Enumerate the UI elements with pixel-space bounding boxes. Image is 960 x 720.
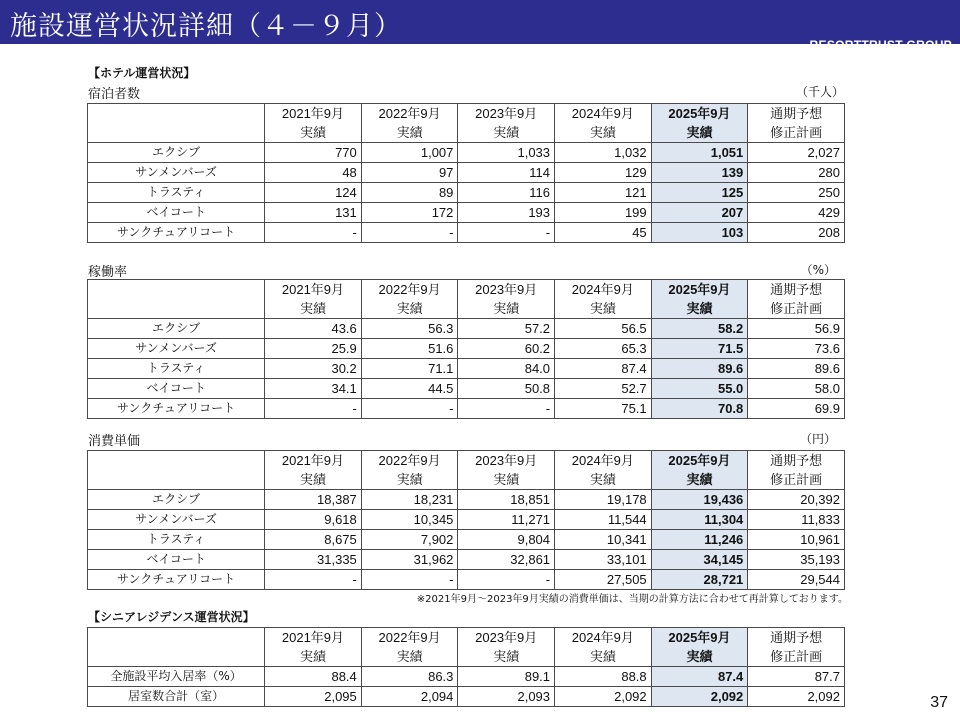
header-year-cell: 2025年9月 [651, 451, 748, 471]
header-row-years [88, 280, 845, 300]
header-corner [88, 280, 265, 300]
row-label: サンクチュアリコート [88, 223, 265, 243]
value-cell: 89 [361, 183, 458, 203]
table-row [88, 379, 845, 399]
header-year-cell: 2023年9月 [458, 104, 555, 124]
header-year-cell: 2024年9月 [555, 280, 652, 300]
value-cell: 11,304 [651, 510, 748, 530]
header-type-cell: 実績 [651, 470, 748, 490]
value-cell: 89.6 [651, 359, 748, 379]
header-type-cell: 修正計画 [748, 470, 845, 490]
header-corner [88, 299, 265, 319]
header-type-cell: 実績 [361, 647, 458, 667]
header-year-cell: 通期予想 [748, 104, 845, 124]
row-label: エクシブ [88, 319, 265, 339]
value-cell: 18,231 [361, 490, 458, 510]
table-row [88, 163, 845, 183]
value-cell: 1,032 [555, 143, 652, 163]
value-cell: 87.4 [555, 359, 652, 379]
value-cell: 19,436 [651, 490, 748, 510]
spending-label: 消費単価 [88, 434, 141, 449]
value-cell: 60.2 [458, 339, 555, 359]
value-cell: 44.5 [361, 379, 458, 399]
row-label: エクシブ [88, 143, 265, 163]
value-cell: 8,675 [265, 530, 362, 550]
value-cell: 114 [458, 163, 555, 183]
occupancy-label: 稼働率 [88, 265, 128, 280]
value-cell: 2,092 [651, 687, 748, 707]
value-cell: 55.0 [651, 379, 748, 399]
value-cell: 125 [651, 183, 748, 203]
header-type-cell: 修正計画 [748, 123, 845, 143]
value-cell: - [361, 223, 458, 243]
value-cell: 2,093 [458, 687, 555, 707]
row-label: 全施設平均入居率（%） [88, 667, 265, 687]
table-row [88, 510, 845, 530]
value-cell: 770 [265, 143, 362, 163]
value-cell: 51.6 [361, 339, 458, 359]
value-cell: - [361, 399, 458, 419]
value-cell: 70.8 [651, 399, 748, 419]
row-label: サンメンバーズ [88, 163, 265, 183]
header-corner [88, 451, 265, 471]
value-cell: 52.7 [555, 379, 652, 399]
row-label: トラスティ [88, 183, 265, 203]
value-cell: 116 [458, 183, 555, 203]
value-cell: 88.8 [555, 667, 652, 687]
header-year-cell: 2024年9月 [555, 451, 652, 471]
value-cell: 1,033 [458, 143, 555, 163]
value-cell: - [265, 570, 362, 590]
value-cell: 2,095 [265, 687, 362, 707]
value-cell: 58.2 [651, 319, 748, 339]
value-cell: 50.8 [458, 379, 555, 399]
senior-section-heading: 【シニアレジデンス運営状況】 [88, 610, 255, 624]
header-year-cell: 2023年9月 [458, 280, 555, 300]
value-cell: 30.2 [265, 359, 362, 379]
row-label: ベイコート [88, 203, 265, 223]
table-row [88, 183, 845, 203]
value-cell: 31,962 [361, 550, 458, 570]
value-cell: 56.3 [361, 319, 458, 339]
page-number: 37 [930, 694, 948, 711]
header-year-cell: 2021年9月 [265, 280, 362, 300]
value-cell: 84.0 [458, 359, 555, 379]
value-cell: 18,387 [265, 490, 362, 510]
header-type-cell: 実績 [651, 299, 748, 319]
row-label: トラスティ [88, 530, 265, 550]
spending-unit: （円） [799, 432, 836, 446]
value-cell: 193 [458, 203, 555, 223]
value-cell: 43.6 [265, 319, 362, 339]
header-year-cell: 2022年9月 [361, 104, 458, 124]
value-cell: 7,902 [361, 530, 458, 550]
value-cell: 45 [555, 223, 652, 243]
value-cell: 103 [651, 223, 748, 243]
header-type-cell: 実績 [651, 123, 748, 143]
header-type-cell: 実績 [361, 299, 458, 319]
value-cell: 34.1 [265, 379, 362, 399]
header-year-cell: 2025年9月 [651, 628, 748, 648]
value-cell: 31,335 [265, 550, 362, 570]
value-cell: - [458, 570, 555, 590]
value-cell: 71.5 [651, 339, 748, 359]
header-row-years [88, 451, 845, 471]
header-year-cell: 2021年9月 [265, 451, 362, 471]
value-cell: 27,505 [555, 570, 652, 590]
header-type-cell: 修正計画 [748, 647, 845, 667]
value-cell: 121 [555, 183, 652, 203]
value-cell: 208 [748, 223, 845, 243]
value-cell: 65.3 [555, 339, 652, 359]
value-cell: 129 [555, 163, 652, 183]
value-cell: 1,007 [361, 143, 458, 163]
value-cell: 57.2 [458, 319, 555, 339]
guests-table [87, 103, 845, 243]
value-cell: 34,145 [651, 550, 748, 570]
value-cell: 2,027 [748, 143, 845, 163]
table-row [88, 530, 845, 550]
header-year-cell: 2024年9月 [555, 628, 652, 648]
row-label: トラスティ [88, 359, 265, 379]
table-row [88, 570, 845, 590]
guests-unit: （千人） [795, 85, 844, 99]
value-cell: 2,092 [748, 687, 845, 707]
row-label: サンクチュアリコート [88, 570, 265, 590]
value-cell: 10,341 [555, 530, 652, 550]
value-cell: 1,051 [651, 143, 748, 163]
value-cell: 25.9 [265, 339, 362, 359]
spending-table [87, 450, 845, 590]
value-cell: - [361, 570, 458, 590]
value-cell: 87.7 [748, 667, 845, 687]
value-cell: 124 [265, 183, 362, 203]
table-row [88, 359, 845, 379]
value-cell: 11,544 [555, 510, 652, 530]
header-corner [88, 470, 265, 490]
value-cell: 89.1 [458, 667, 555, 687]
value-cell: 33,101 [555, 550, 652, 570]
header-row-years [88, 104, 845, 124]
header-type-cell: 実績 [265, 470, 362, 490]
value-cell: 87.4 [651, 667, 748, 687]
value-cell: 2,092 [555, 687, 652, 707]
header-type-cell: 実績 [555, 123, 652, 143]
value-cell: - [458, 399, 555, 419]
header-type-cell: 実績 [265, 647, 362, 667]
row-label: ベイコート [88, 379, 265, 399]
header-type-cell: 実績 [265, 299, 362, 319]
header-type-cell: 実績 [458, 647, 555, 667]
row-label: 居室数合計（室） [88, 687, 265, 707]
value-cell: 56.5 [555, 319, 652, 339]
header-type-cell: 実績 [458, 299, 555, 319]
header-row-years [88, 628, 845, 648]
value-cell: 58.0 [748, 379, 845, 399]
header-year-cell: 通期予想 [748, 628, 845, 648]
header-year-cell: 2022年9月 [361, 451, 458, 471]
header-year-cell: 通期予想 [748, 451, 845, 471]
header-type-cell: 実績 [651, 647, 748, 667]
header-type-cell: 修正計画 [748, 299, 845, 319]
header-corner [88, 628, 265, 648]
value-cell: 429 [748, 203, 845, 223]
value-cell: 35,193 [748, 550, 845, 570]
value-cell: - [265, 399, 362, 419]
header-row-type [88, 647, 845, 667]
table-row [88, 319, 845, 339]
value-cell: 20,392 [748, 490, 845, 510]
header-type-cell: 実績 [555, 299, 652, 319]
value-cell: 2,094 [361, 687, 458, 707]
table-row [88, 223, 845, 243]
header-year-cell: 2025年9月 [651, 280, 748, 300]
header-type-cell: 実績 [555, 647, 652, 667]
header-year-cell: 2023年9月 [458, 628, 555, 648]
value-cell: 207 [651, 203, 748, 223]
value-cell: 18,851 [458, 490, 555, 510]
table-row [88, 687, 845, 707]
value-cell: 73.6 [748, 339, 845, 359]
value-cell: 89.6 [748, 359, 845, 379]
header-year-cell: 2025年9月 [651, 104, 748, 124]
value-cell: - [265, 223, 362, 243]
header-year-cell: 2022年9月 [361, 280, 458, 300]
table-row [88, 339, 845, 359]
header-year-cell: 2023年9月 [458, 451, 555, 471]
value-cell: 48 [265, 163, 362, 183]
value-cell: 10,345 [361, 510, 458, 530]
recalculation-note: ※2021年9月～2023年9月実績の消費単価は、当期の計算方法に合わせて再計算しております。 [416, 594, 848, 605]
header-corner [88, 123, 265, 143]
header-row-type [88, 299, 845, 319]
value-cell: 11,271 [458, 510, 555, 530]
brand-logo-text: RESORTTRUST GROUP [809, 38, 952, 52]
header-corner [88, 104, 265, 124]
header-year-cell: 2021年9月 [265, 104, 362, 124]
value-cell: - [458, 223, 555, 243]
value-cell: 97 [361, 163, 458, 183]
row-label: サンクチュアリコート [88, 399, 265, 419]
occupancy-table [87, 279, 845, 419]
value-cell: 280 [748, 163, 845, 183]
header-year-cell: 2021年9月 [265, 628, 362, 648]
value-cell: 250 [748, 183, 845, 203]
hotel-section-heading: 【ホテル運営状況】 [88, 66, 196, 80]
table-row [88, 203, 845, 223]
value-cell: 69.9 [748, 399, 845, 419]
value-cell: 32,861 [458, 550, 555, 570]
senior-table [87, 627, 845, 707]
header-type-cell: 実績 [555, 470, 652, 490]
value-cell: 19,178 [555, 490, 652, 510]
table-row [88, 143, 845, 163]
value-cell: 75.1 [555, 399, 652, 419]
occupancy-unit: （%） [800, 263, 836, 277]
table-row [88, 667, 845, 687]
value-cell: 11,246 [651, 530, 748, 550]
table-row [88, 490, 845, 510]
page-title: 施設運営状況詳細（４－９月） [10, 11, 402, 42]
guests-label: 宿泊者数 [88, 87, 141, 102]
header-type-cell: 実績 [361, 123, 458, 143]
value-cell: 56.9 [748, 319, 845, 339]
value-cell: 28,721 [651, 570, 748, 590]
value-cell: 88.4 [265, 667, 362, 687]
value-cell: 71.1 [361, 359, 458, 379]
header-type-cell: 実績 [265, 123, 362, 143]
header-year-cell: 2022年9月 [361, 628, 458, 648]
header-type-cell: 実績 [458, 470, 555, 490]
value-cell: 11,833 [748, 510, 845, 530]
value-cell: 9,618 [265, 510, 362, 530]
value-cell: 131 [265, 203, 362, 223]
value-cell: 9,804 [458, 530, 555, 550]
header-row-type [88, 470, 845, 490]
row-label: ベイコート [88, 550, 265, 570]
row-label: サンメンバーズ [88, 510, 265, 530]
value-cell: 139 [651, 163, 748, 183]
header-year-cell: 2024年9月 [555, 104, 652, 124]
row-label: サンメンバーズ [88, 339, 265, 359]
header-year-cell: 通期予想 [748, 280, 845, 300]
header-type-cell: 実績 [458, 123, 555, 143]
value-cell: 10,961 [748, 530, 845, 550]
value-cell: 199 [555, 203, 652, 223]
row-label: エクシブ [88, 490, 265, 510]
value-cell: 172 [361, 203, 458, 223]
table-row [88, 399, 845, 419]
value-cell: 29,544 [748, 570, 845, 590]
table-row [88, 550, 845, 570]
value-cell: 86.3 [361, 667, 458, 687]
header-row-type [88, 123, 845, 143]
header-corner [88, 647, 265, 667]
header-type-cell: 実績 [361, 470, 458, 490]
